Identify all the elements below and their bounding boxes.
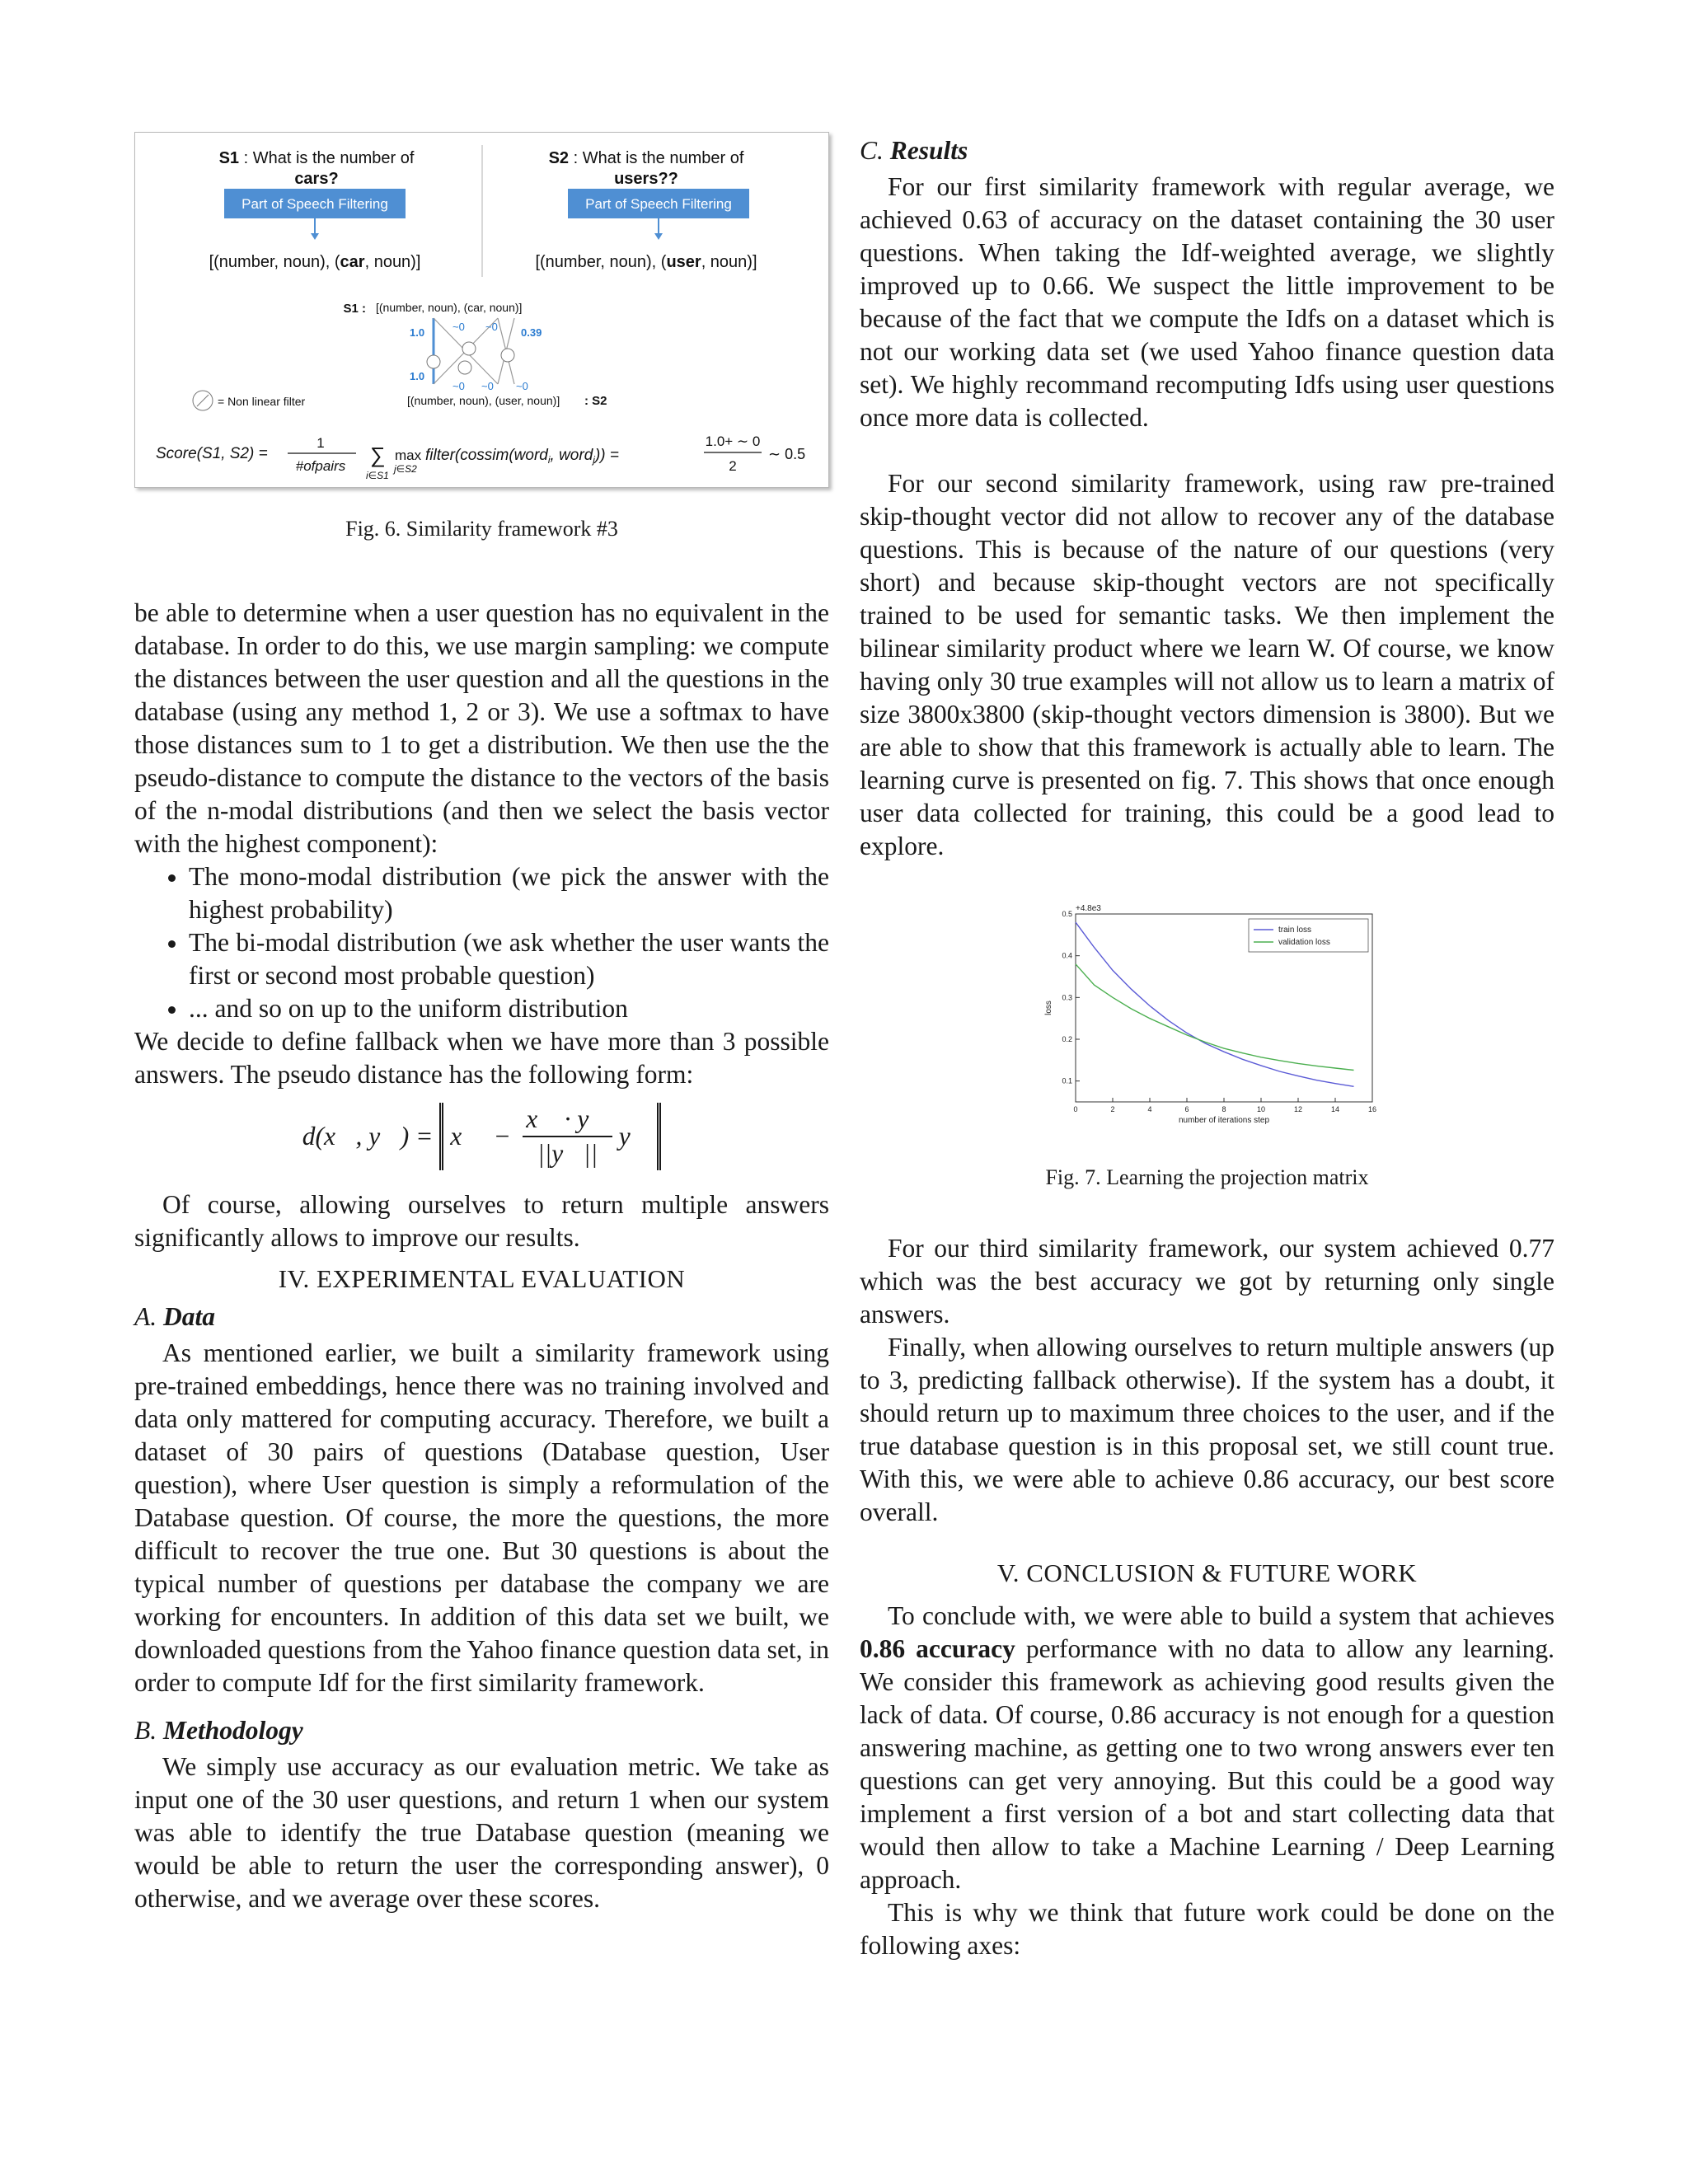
score-body: filter(cossim(word (425, 447, 548, 464)
weight-label: ~0 (485, 321, 498, 333)
subsection-b-name: Methodology (163, 1716, 303, 1745)
legend-label: train loss (1278, 926, 1311, 935)
left-para-2: We decide to define fallback when we have more than 3 possible answers. The pseudo distance has the following form: (134, 1027, 829, 1089)
filter-node-icon (458, 361, 471, 374)
legend-box (1249, 919, 1368, 952)
svg-text:[(number, noun), (car, noun)] (209, 253, 421, 271)
conclusion-para-1 (860, 1600, 1554, 1896)
weight-label: ~0 (452, 380, 465, 392)
offset-label: +4.8e3 (1075, 904, 1101, 913)
list-item: • The mono-modal distribution (we pick the answer with the highest probability) (189, 860, 829, 926)
subsection-a-title (134, 1301, 829, 1333)
s2-label: S2 (548, 149, 570, 167)
subsection-a-letter: A. (134, 1302, 157, 1331)
right-column (860, 134, 1554, 1962)
svg-text:[(number, noun), (user, noun)] (535, 253, 757, 271)
score-close: )) = (594, 447, 619, 464)
x-tick-label: 2 (1109, 1105, 1115, 1113)
figure-7 (860, 899, 1554, 1146)
s2-tokens-bold: user (666, 253, 701, 271)
score-sub-j: j (593, 454, 595, 466)
results-para-3: For our third similarity framework, our system achieved 0.77 which was the best accuracy we got by returning only single answers. (860, 1234, 1554, 1329)
figure-6-caption: Fig. 6. Similarity framework #3 (345, 517, 618, 541)
results-para-1: For our first similarity framework with regular average, we achieved 0.63 of accuracy on the dataset containing the 30 user questions. When taking the Idf-weighted average, we slightly improved up to 0.66. We suspect the little improvement to be because of the fact that we compute the Idfs on a dataset which is not our working data set (we used Yahoo finance question data set). We highly recommand recomputing Idfs using user questions once more data is collected. (860, 172, 1554, 432)
x-tick-label: 12 (1293, 1105, 1302, 1113)
distance-equation (134, 1091, 829, 1188)
score-result: ∼ 0.5 (768, 446, 806, 462)
filter-node-icon (427, 355, 440, 368)
s2-tokens-pre: [(number, noun), ( (535, 253, 667, 271)
distribution-list (134, 860, 829, 1025)
svg-text:S1 : What is the numbe (219, 149, 415, 167)
x-axis-label: number of iterations step (1178, 1116, 1269, 1125)
y-tick-label: 0.3 (1061, 993, 1072, 1002)
s2-question-line1: : What is the number of (573, 149, 744, 167)
s1-tokens-post: , noun)] (364, 253, 421, 271)
score-max: max (395, 448, 422, 463)
filter-node-icon (462, 342, 476, 355)
section-4-title: IV. EXPERIMENTAL EVALUATION (278, 1264, 686, 1293)
eq-lhs: d(x⃗, y⃗) = (302, 1122, 434, 1151)
data-paragraph: As mentioned earlier, we built a similarity framework using pre-trained embeddings, hence there was no training involved and data only mattered for computing accuracy. Therefore, we built a dataset of 30 pairs of questions (Database question, User question), where User question is simply a reformulation of the Database question. Of course, the more the questions, the more difficult to recover the true one. But 30 questions is about the typical number of questions per database the company we are working for encounters. In addition of this data set we built, we downloaded questions from the Yahoo finance question data set, in order to compute Idf for the first similarity framework. (134, 1338, 829, 1697)
x-tick-label: 6 (1184, 1105, 1189, 1113)
score-sub-i: i (547, 454, 551, 466)
s1-label: S1 (218, 149, 240, 167)
subsection-b-letter: B. (134, 1716, 157, 1745)
weight-label: 1.0 (410, 326, 425, 339)
y-tick-label: 0.5 (1061, 910, 1072, 918)
score-pairs: #ofpairs (295, 458, 346, 474)
subsection-c-name: Results (889, 136, 968, 165)
list-item: • The bi-modal distribution (we ask whether the user wants the first or second most probable question) (189, 926, 829, 992)
figure-6-diagram (135, 133, 828, 487)
diagram-s1-label: S1 : (343, 302, 366, 316)
weight-label: ~0 (452, 321, 465, 333)
list-item: • ... and so on up to the uniform distribution (189, 992, 829, 1025)
diagram-s2-label: : S2 (584, 394, 607, 408)
conclusion-post: performance with no data to allow any learning. We consider this framework as achieving good results given the lack of data. Of course, 0.86 accuracy is not enough for a question answering machine, as getting one to two wrong answers ever ten questions can get very annoying. But this could be a good way implement a first version of a bot and start collecting data that would then allow to take a Machine Learning / Deep Learning approach. (860, 1634, 1554, 1894)
eq-den: ||y⃗|| (537, 1139, 598, 1168)
chart-legend (1249, 919, 1368, 952)
subsection-c-title (860, 134, 1554, 167)
weight-label: 0.39 (521, 326, 542, 339)
score-mid: , word (550, 447, 593, 464)
score-frac-den: 2 (729, 458, 737, 474)
results-para-4: Finally, when allowing ourselves to return multiple answers (up to 3, predicting fallback otherwise). If the system has a doubt, it should return up to maximum three choices to the user, and if the true database question is in this proposal set, we still count true. With this, we were able to achieve 0.86 accuracy, our best score overall. (860, 1333, 1554, 1526)
methodology-paragraph: We simply use accuracy as our evaluation metric. We take as input one of the 30 user questions, and return 1 when our system was able to identify the true Database question (meaning we would be able to return the user the corresponding answer), 0 otherwise, and we average over these scores. (134, 1752, 829, 1913)
y-tick-label: 0.1 (1061, 1076, 1072, 1085)
x-tick-label: 16 (1367, 1105, 1376, 1113)
left-para-1: be able to determine when a user question has no equivalent in the database. In order to do this, we use margin sampling: we compute the distances between the user question and all the questions in the database (using any method 1, 2 or 3). We use a softmax to have those distances sum to 1 to get a distribution. We then use the the pseudo-distance to compute the distance to the vectors of the basis of the n-modal distributions (and then we select the basis vector with the highest component): (134, 598, 829, 858)
diagram-s2-tokens: [(number, noun), (user, noun)] (407, 394, 560, 407)
subsection-c-letter: C. (860, 136, 884, 165)
filter-node-icon (501, 349, 514, 362)
score-one: 1 (316, 435, 325, 451)
s1-question-line1: : What is the number of (243, 149, 415, 167)
subsection-b-title (134, 1714, 829, 1747)
x-tick-label: 4 (1146, 1105, 1152, 1113)
score-max-sub: j∈S2 (394, 463, 417, 475)
left-para-3: Of course, allowing ourselves to return multiple answers significantly allows to improve our results. (134, 1190, 829, 1252)
s1-question-line2: cars? (294, 170, 339, 188)
x-tick-label: 14 (1330, 1105, 1339, 1113)
score-sum-sub: i∈S1 (366, 470, 389, 481)
s2-filter-label: Part of Speech Filtering (585, 196, 732, 212)
score-formula (156, 434, 805, 481)
subsection-a-name: Data (163, 1302, 215, 1331)
score-frac-num: 1.0+ ∼ 0 (705, 434, 761, 449)
conclusion-pre: To conclude with, we were able to build a system that achieves (888, 1601, 1554, 1630)
y-tick-label: 0.2 (1061, 1035, 1072, 1043)
legend-label: validation loss (1278, 938, 1330, 947)
y-tick-label: 0.4 (1061, 951, 1072, 960)
weight-label: ~0 (481, 380, 494, 392)
eq-minus: − (495, 1122, 510, 1151)
s1-filter-label: Part of Speech Filtering (241, 196, 388, 212)
y-axis-label: loss (1043, 1001, 1053, 1015)
conclusion-para-2: This is why we think that future work could be done on the following axes: (860, 1898, 1554, 1960)
svg-text:filter(cossim(wordi, wordj)) = (425, 447, 619, 466)
weight-label: 1.0 (410, 370, 425, 382)
legend-text: = Non linear filter (218, 395, 306, 408)
eq-x: x⃗ (450, 1122, 482, 1151)
eq-num: x⃗ · y⃗ (523, 1103, 612, 1137)
x-tick-label: 0 (1072, 1105, 1078, 1113)
figure-6 (134, 132, 829, 488)
learning-curve-chart (1026, 899, 1389, 1138)
section-5-title: V. CONCLUSION & FUTURE WORK (996, 1558, 1418, 1587)
s1-tokens-pre: [(number, noun), ( (209, 253, 340, 271)
eq-y: y⃗ (618, 1122, 651, 1151)
diagram-s1-tokens: [(number, noun), (car, noun)] (376, 301, 523, 314)
eq-norm (439, 1103, 661, 1170)
results-para-2: For our second similarity framework, using raw pre-trained skip-thought vector did not allow to recover any of the database questions. This is because of the nature of our questions (very short) and because skip-thought vectors are not specifically trained to be used for semantic tasks. We then implement the bilinear similarity product where we learn W. Of course, we know having only 30 true examples will not allow us to learn a matrix of size 3800x3800 (skip-thought vectors dimension is 3800). But we are able to show that this framework is actually able to learn. The learning curve is presented on fig. 7. This shows that once enough user data collected for training, this could be a good lead to explore. (860, 469, 1554, 860)
conclusion-bold: 0.86 accuracy (860, 1634, 1015, 1663)
x-tick-label: 10 (1256, 1105, 1265, 1113)
left-column (134, 132, 829, 1915)
figure-7-caption: Fig. 7. Learning the projection matrix (1045, 1165, 1369, 1189)
weight-label: ~0 (516, 380, 528, 392)
s1-tokens-bold: car (340, 253, 365, 271)
score-left: Score(S1, S2) = (156, 445, 268, 462)
svg-text:S2 : What is the numbe (549, 149, 744, 167)
s2-tokens-post: , noun)] (701, 253, 757, 271)
x-tick-label: 8 (1221, 1105, 1226, 1113)
s2-question-line2: users?? (614, 170, 678, 188)
score-sum: ∑ (370, 443, 386, 467)
